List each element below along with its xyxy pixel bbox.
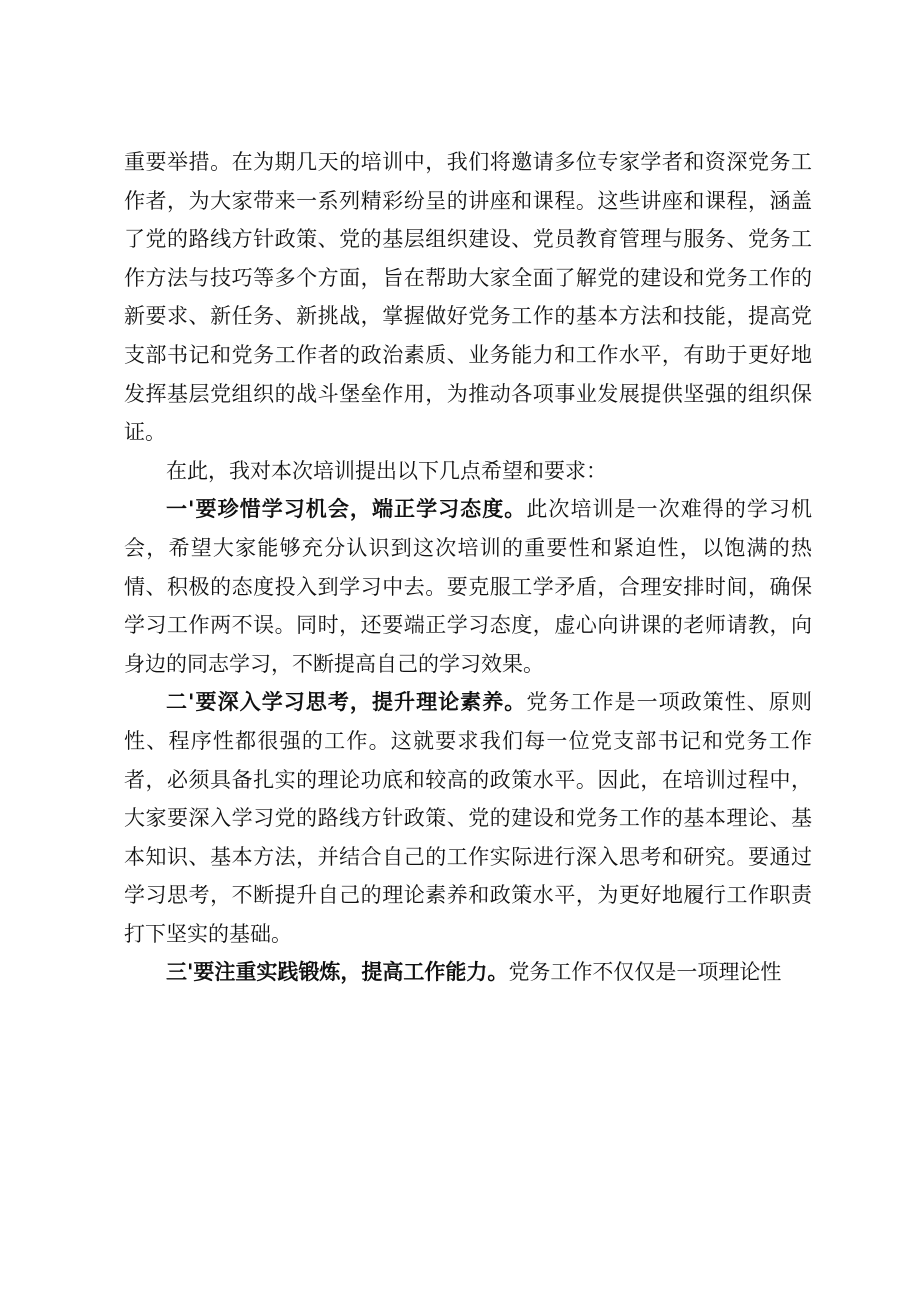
paragraph-heading: 一'要珍惜学习机会，端正学习态度。 [166,496,527,522]
document-body [124,143,812,992]
paragraph-heading: 二'要深入学习思考，提升理论素养。 [166,689,527,715]
paragraph-text: 此次培训是一次难得的学习机会，希望大家能够充分认识到这次培训的重要性和紧迫性，以饱满的热情、积极的态度投入到学习中去。要克服工学矛盾，合理安排时间，确保学习工作两不误。同时，还要端正学习态度，虚心向讲课的老师请教，向身边的同志学习，不断提高自己的学习效果。 [124,497,812,676]
paragraph-heading: 三'要注重实践锻炼，提高工作能力。 [166,959,509,985]
paragraph-point-2 [124,683,812,953]
paragraph-continuation [124,143,812,452]
paragraph-text: 重要举措。在为期几天的培训中，我们将邀请多位专家学者和资深党务工作者，为大家带来一系列精彩纷呈的讲座和课程。这些讲座和课程，涵盖了党的路线方针政策、党的基层组织建设、党员教育管理与服务、党务工作方法与技巧等多个方面，旨在帮助大家全面了解党的建设和党务工作的新要求、新任务、新挑战，掌握做好党务工作的基本方法和技能，提高党支部书记和党务工作者的政治素质、业务能力和工作水平，有助于更好地发挥基层党组织的战斗堡垒作用，为推动各项事业发展提供坚强的组织保证。 [124,150,812,445]
paragraph-point-1 [124,490,812,683]
paragraph-text: 党务工作不仅仅是一项理论性 [508,960,782,985]
paragraph-text: 在此，我对本次培训提出以下几点希望和要求： [166,458,607,483]
paragraph-point-3 [124,953,812,992]
paragraph-intro [124,452,812,491]
paragraph-text: 党务工作是一项政策性、原则性、程序性都很强的工作。这就要求我们每一位党支部书记和党务工作者，必须具备扎实的理论功底和较高的政策水平。因此，在培训过程中，大家要深入学习党的路线方针政策、党的建设和党务工作的基本理论、基本知识、基本方法，并结合自己的工作实际进行深入思考和研究。要通过学习思考，不断提升自己的理论素养和政策水平，为更好地履行工作职责打下坚实的基础。 [124,690,812,946]
